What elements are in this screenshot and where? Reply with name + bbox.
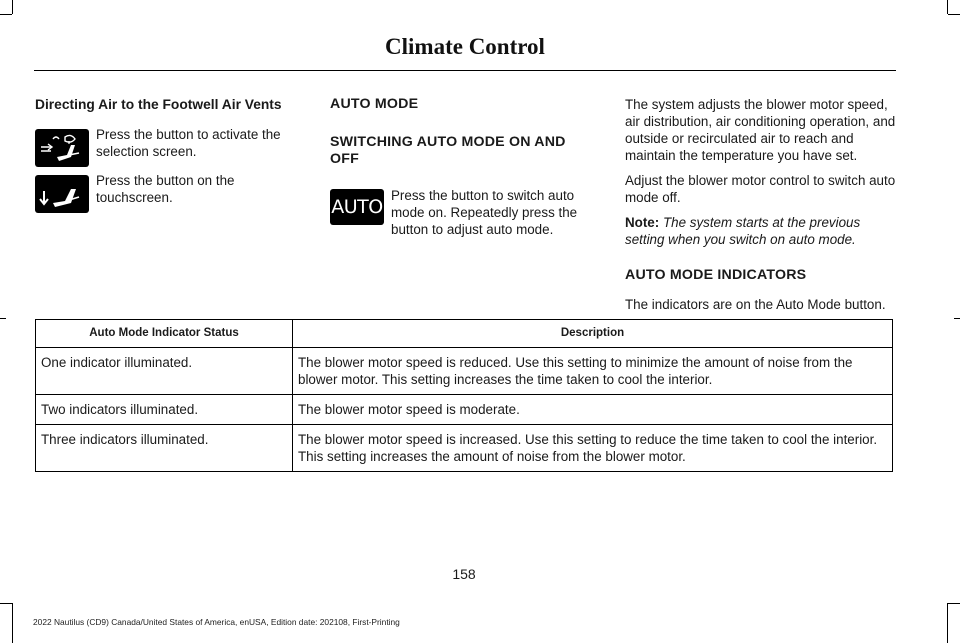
crop-mark [947,603,948,643]
header-rule [34,70,896,71]
table-header-description: Description [293,320,893,348]
table-cell-status: Three indicators illuminated. [36,425,293,472]
auto-mode-description: The system adjusts the blower motor speed, air distribution, air conditioning operation, and outside or recirculated air to reach and maintain the temperature you have set. [625,97,896,163]
auto-mode-step [330,187,592,238]
auto-mode-section [330,96,592,238]
table-cell-description: The blower motor speed is increased. Use this setting to reduce the time taken to cool the interior. This setting increases the amount of noise from the blower motor. [293,425,893,472]
footer-edition: 2022 Nautilus (CD9) Canada/United States of America, enUSA, Edition date: 202108, First-Printing [33,617,400,627]
footwell-step-1-text: Press the button to activate the selection screen. [96,127,281,159]
table-row [36,348,893,395]
footwell-step-1 [35,126,307,164]
indicators-table [35,319,893,472]
auto-mode-heading: AUTO MODE [330,96,419,112]
auto-button-icon: AUTO [330,189,384,225]
crop-mark [947,0,948,14]
table-row [36,395,893,425]
seat-airflow-selection-icon [35,129,89,167]
crop-mark [948,14,960,15]
footwell-step-2 [35,172,307,210]
table-header-status: Auto Mode Indicator Status [36,320,293,348]
note-label: Note: [625,215,660,230]
crop-mark [0,603,12,604]
table-cell-status: One indicator illuminated. [36,348,293,395]
switching-auto-mode-heading: SWITCHING AUTO MODE ON AND OFF [330,134,566,167]
footwell-section [35,96,307,210]
auto-mode-details [625,96,900,313]
crop-mark [954,318,960,319]
table-header-row [36,320,893,348]
crop-mark [0,14,12,15]
crop-mark [12,0,13,14]
indicators-heading: AUTO MODE INDICATORS [625,267,807,283]
table-cell-status: Two indicators illuminated. [36,395,293,425]
footwell-airflow-icon [35,175,89,213]
table-row [36,425,893,472]
footwell-heading: Directing Air to the Footwell Air Vents [35,97,282,112]
crop-mark [0,318,6,319]
crop-mark [948,603,960,604]
footwell-step-2-text: Press the button on the touchscreen. [96,173,235,205]
page-title: Climate Control [385,34,545,59]
crop-mark [12,603,13,643]
indicators-intro: The indicators are on the Auto Mode button. [625,297,886,312]
auto-mode-note [625,214,900,248]
table-cell-description: The blower motor speed is reduced. Use this setting to minimize the amount of noise from the blower motor. This setting increases the time taken to cool the interior. [293,348,893,395]
auto-mode-step-text: Press the button to switch auto mode on. Repeatedly press the button to adjust auto mode. [391,188,578,237]
note-text: The system starts at the previous setting when you switch on auto mode. [625,215,861,247]
auto-mode-switch-off: Adjust the blower motor control to switch auto mode off. [625,173,896,205]
table-cell-description: The blower motor speed is moderate. [293,395,893,425]
page-number: 158 [452,566,476,582]
